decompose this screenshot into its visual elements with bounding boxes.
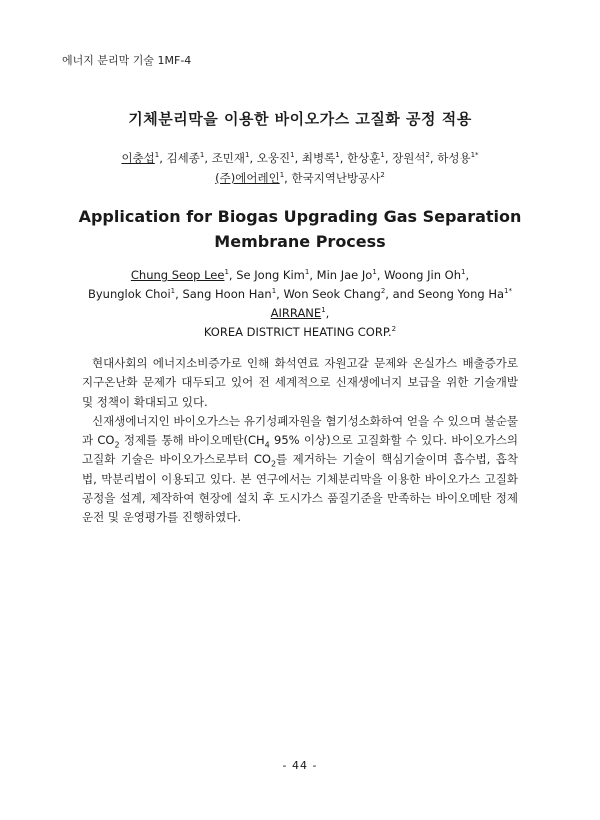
author-separator: , bbox=[376, 268, 385, 282]
author-name: 조민재 bbox=[211, 151, 246, 165]
author-separator: , bbox=[339, 151, 348, 165]
subscript: 2 bbox=[270, 459, 277, 469]
author-superscript: 1 bbox=[271, 287, 277, 296]
author-superscript: 1 bbox=[372, 268, 377, 277]
author-separator: , and bbox=[385, 287, 418, 301]
author-superscript: 1 bbox=[335, 151, 340, 160]
author-superscript: 2 bbox=[425, 151, 430, 160]
abstract-paragraph-1: 현대사회의 에너지소비증가로 인해 화석연료 자원고갈 문제와 온실가스 배출증가로 지구온난화 문제가 대두되고 있어 전 세계적으로 신재생에너지 보급을 위한 기술개발 및 정책이 확대되고 있다. bbox=[82, 356, 518, 409]
author-superscript: 1 bbox=[199, 151, 205, 160]
korean-authors bbox=[0, 148, 600, 168]
abstract-text: 를 제거하는 기술이 핵심기술이며 흡수법, 흡착법, 막분리법이 이용되고 있다. 본 연구에서는 기체분리막을 이용한 바이오가스 고질화 공정을 설계, 제작하여 현장에 설치 후 도시가스 품질기준을 만족하는 바이오메탄 정제운전 및 운영평가를 진행하였다. bbox=[82, 452, 518, 525]
author-superscript: 1 bbox=[279, 171, 285, 180]
author-separator: , bbox=[175, 287, 183, 301]
author-name: Sang Hoon Han bbox=[182, 287, 272, 301]
author-superscript: 1 bbox=[304, 268, 310, 277]
korean-title: 기체분리막을 이용한 바이오가스 고질화 공정 적용 bbox=[128, 110, 472, 128]
author-name: 이충섭 bbox=[121, 151, 155, 165]
affiliation-2-sup: 2 bbox=[391, 325, 397, 334]
author-name: 하성용 bbox=[437, 151, 471, 165]
author-separator: , bbox=[228, 268, 237, 282]
english-author-block bbox=[0, 266, 600, 342]
author-superscript: 1* bbox=[504, 287, 513, 296]
author-separator: , bbox=[465, 268, 470, 282]
author-superscript: 1 bbox=[290, 151, 295, 160]
author-separator: , bbox=[384, 151, 393, 165]
english-title-line-1: Application for Biogas Upgrading Gas Separation bbox=[78, 207, 522, 226]
author-superscript: 1 bbox=[170, 287, 176, 296]
author-name: 최병록 bbox=[301, 151, 336, 165]
author-name: Seong Yong Ha bbox=[417, 287, 505, 301]
english-authors-line-1 bbox=[0, 266, 600, 285]
english-title-line-2: Membrane Process bbox=[214, 232, 386, 251]
author-name: 장원석 bbox=[392, 151, 426, 165]
abstract-text: 정제를 통해 바이오메탄(CH bbox=[119, 433, 265, 448]
author-name: Chung Seop Lee bbox=[130, 268, 225, 282]
author-superscript: 1 bbox=[380, 151, 385, 160]
author-separator: , bbox=[249, 151, 257, 165]
english-authors-line-2 bbox=[0, 285, 600, 304]
author-name: Se Jong Kim bbox=[236, 268, 305, 282]
english-title bbox=[0, 204, 600, 254]
author-separator: , bbox=[204, 151, 212, 165]
affiliation-1-sup: 1 bbox=[321, 306, 326, 315]
abstract-paragraph-2 bbox=[82, 412, 518, 528]
english-affiliation-2 bbox=[0, 323, 600, 342]
author-name: Min Jae Jo bbox=[316, 268, 373, 282]
korean-affiliations bbox=[0, 168, 600, 188]
author-name: 오웅진 bbox=[256, 151, 291, 165]
author-separator: , bbox=[294, 151, 302, 165]
subscript: 2 bbox=[114, 440, 120, 450]
author-name: Won Seok Chang bbox=[283, 287, 381, 301]
korean-author-block bbox=[0, 148, 600, 188]
author-superscript: 1* bbox=[470, 151, 479, 160]
author-superscript: 1 bbox=[224, 268, 229, 277]
author-separator: , bbox=[429, 151, 438, 165]
affiliation-1-name: AIRRANE bbox=[270, 306, 322, 320]
author-superscript: 2 bbox=[380, 287, 386, 296]
author-superscript: 2 bbox=[380, 171, 385, 180]
abstract-body bbox=[82, 354, 518, 528]
subscript: 4 bbox=[264, 440, 270, 450]
author-superscript: 1 bbox=[154, 151, 160, 160]
author-separator: , bbox=[284, 171, 292, 185]
author-name: 김세종 bbox=[166, 151, 200, 165]
author-superscript: 1 bbox=[461, 268, 466, 277]
author-separator: , bbox=[276, 287, 284, 301]
session-header: 에너지 분리막 기술 1MF-4 bbox=[62, 54, 192, 67]
author-name: 한상훈 bbox=[347, 151, 381, 165]
abstract-text: 신재생에너지인 바이오가스는 유기성폐자원을 혐기성소화하여 얻을 수 있으며 불순물과 CO bbox=[82, 413, 518, 448]
abstract-text: 95% 이상)으로 고질화할 수 있다. 바이오가스의 고질화 기술은 바이오가스로부터 CO bbox=[82, 433, 518, 467]
author-name: (주)에어레인 bbox=[215, 171, 280, 185]
author-superscript: 1 bbox=[245, 151, 250, 160]
author-separator: , bbox=[159, 151, 167, 165]
author-separator: , bbox=[309, 268, 317, 282]
author-name: Woong Jin Oh bbox=[384, 268, 461, 282]
english-affiliation-1: AIRRANE$^1$, bbox=[270, 306, 330, 320]
affiliation-2-name: KOREA DISTRICT HEATING CORP. bbox=[203, 325, 392, 339]
author-name: Byunglok Choi bbox=[87, 287, 171, 301]
author-name: 한국지역난방공사 bbox=[291, 171, 381, 185]
page-number: - 44 - bbox=[282, 759, 318, 772]
